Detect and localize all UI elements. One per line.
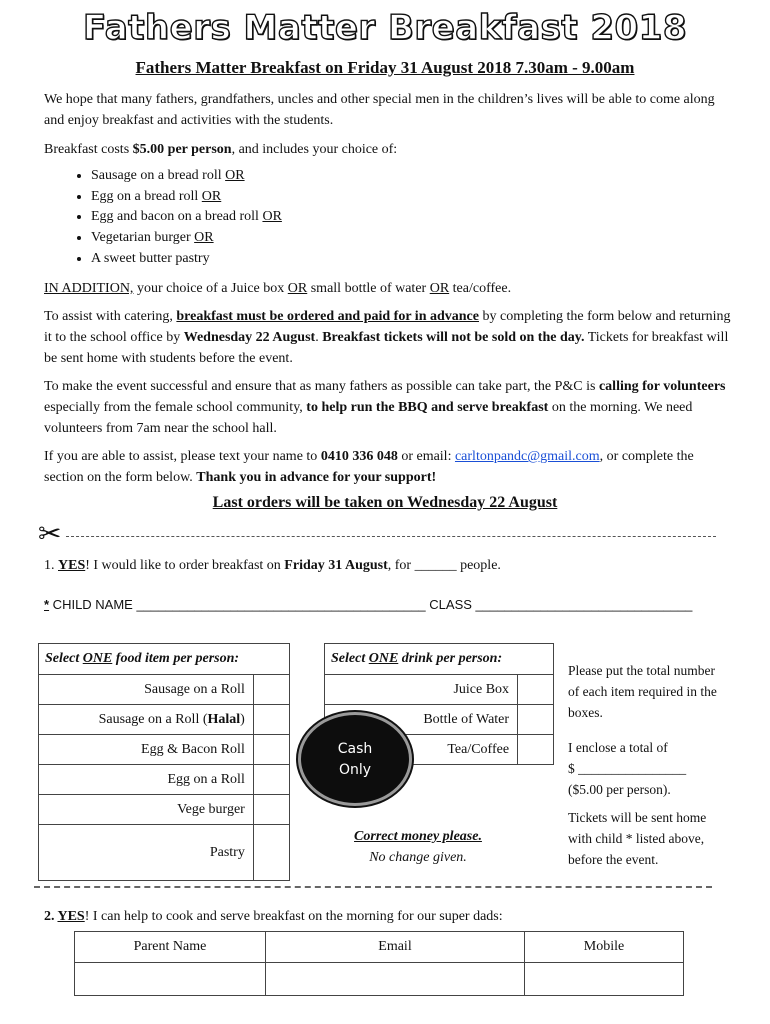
- menu-item-or: OR: [201, 188, 222, 204]
- food-item-label: Egg & Bacon Roll: [39, 735, 254, 765]
- enclose-label: I enclose a total of: [568, 740, 668, 755]
- food-item-label: Sausage on a Roll: [39, 675, 254, 705]
- menu-item-or: OR: [225, 168, 245, 183]
- drink-item-label: Bottle of Water: [325, 705, 518, 735]
- volunteers-text-2: especially from the female school community,: [44, 400, 307, 415]
- assist-text-1: If you are able to assist, please text your name to: [44, 449, 321, 464]
- scissors-icon: ✂: [38, 517, 62, 550]
- assist-email-link[interactable]: carltonpandc@gmail.com: [454, 449, 600, 464]
- catering-paragraph: [44, 306, 734, 369]
- addition-text-1: your choice of a Juice box: [133, 281, 288, 296]
- parent-name-field[interactable]: [75, 963, 266, 996]
- cash-badge-line2: Only: [338, 762, 372, 778]
- price-note: ($5.00 per person).: [568, 782, 671, 797]
- assist-phone: 0410 336 048: [320, 449, 398, 464]
- cash-badge-line1: Cash: [337, 741, 373, 757]
- list-item: [91, 207, 282, 228]
- cost-price: $5.00 per person: [132, 142, 232, 157]
- food-quantity-box[interactable]: [253, 795, 289, 825]
- cut-line-divider: [66, 536, 716, 537]
- page-title: Fathers Matter Breakfast 2018: [83, 8, 687, 48]
- volunteers-call: calling for volunteers: [598, 379, 726, 394]
- menu-item-text: Egg on a bread roll: [91, 188, 202, 204]
- mobile-field[interactable]: [525, 963, 684, 996]
- volunteer-table: [74, 931, 684, 996]
- food-quantity-box[interactable]: [253, 765, 289, 795]
- child-name-class-fields[interactable]: CHILD NAME ________________________________________ CLASS ______________________________: [49, 597, 693, 612]
- list-item: [91, 249, 282, 270]
- food-quantity-box[interactable]: [253, 675, 289, 705]
- tickets-note: Tickets will be sent home with child * listed above, before the event.: [568, 810, 707, 867]
- volunteer-col-email: Email: [266, 932, 525, 963]
- menu-item-or: OR: [194, 230, 214, 246]
- assist-paragraph: [44, 446, 734, 488]
- cash-only-badge: [298, 712, 412, 806]
- drink-quantity-box[interactable]: [518, 705, 554, 735]
- list-item: [91, 187, 282, 208]
- drink-quantity-box[interactable]: [518, 735, 554, 765]
- food-order-table: [38, 643, 290, 881]
- volunteer-yes: YES: [57, 909, 85, 924]
- food-table-header: Select ONE food item per person:: [39, 644, 290, 675]
- volunteer-col-mobile: Mobile: [525, 932, 684, 963]
- correct-money-line1: Correct money please.: [354, 829, 482, 844]
- cost-post: , and includes your choice of:: [231, 142, 398, 157]
- volunteers-text-1: To make the event successful and ensure that as many fathers as possible can take part, the P&C is: [44, 379, 599, 394]
- catering-deadline: Wednesday 22 August: [183, 330, 316, 345]
- volunteer-col-parent-name: Parent Name: [75, 932, 266, 963]
- drink-table-header: Select ONE drink per person:: [325, 644, 554, 675]
- list-item: [91, 228, 282, 249]
- menu-item-text: Egg and bacon on a bread roll: [91, 209, 263, 225]
- order-num: 1.: [44, 558, 58, 573]
- assist-thanks: Thank you in advance for your support!: [196, 470, 437, 485]
- cost-pre: Breakfast costs: [44, 142, 133, 157]
- addition-text-3: tea/coffee.: [449, 281, 512, 296]
- last-orders-heading: Last orders will be taken on Wednesday 22 August: [212, 494, 558, 511]
- order-line[interactable]: [44, 555, 734, 576]
- volunteers-paragraph: [44, 376, 734, 439]
- drink-item-label: Tea/Coffee: [325, 735, 518, 765]
- order-people-field[interactable]: , for ______ people.: [387, 558, 501, 573]
- correct-money-note: [302, 826, 534, 868]
- order-date: Friday 31 August: [284, 558, 388, 573]
- food-item-label: Sausage on a Roll (Halal): [39, 705, 254, 735]
- addition-paragraph: [44, 278, 734, 299]
- volunteers-text-3: on the morning. We need volunteers from 7am near the school hall.: [44, 400, 693, 436]
- menu-item-text: Vegetarian burger: [91, 230, 195, 246]
- food-item-label: Egg on a Roll: [39, 765, 254, 795]
- drink-item-label: Juice Box: [325, 675, 518, 705]
- volunteer-text: ! I can help to cook and serve breakfast on the morning for our super dads:: [84, 909, 503, 924]
- volunteers-bbq: to help run the BBQ and serve breakfast: [306, 400, 549, 415]
- menu-item-or: OR: [262, 209, 282, 225]
- correct-money-line2: No change given.: [369, 850, 467, 865]
- food-item-label: Pastry: [39, 825, 254, 881]
- event-subtitle: Fathers Matter Breakfast on Friday 31 August 2018 7.30am - 9.00am: [135, 58, 635, 77]
- catering-advance: breakfast must be ordered and paid for in advance: [176, 309, 479, 324]
- child-name-line[interactable]: [44, 594, 734, 615]
- addition-lead: IN ADDITION,: [44, 281, 134, 296]
- intro-paragraph: We hope that many fathers, grandfathers, uncles and other special men in the children’s lives will be able to come along and enjoy breakfast and activities with the students.: [44, 92, 715, 128]
- addition-text-2: small bottle of water: [307, 281, 430, 296]
- menu-item-text: Sausage on a bread roll: [91, 168, 226, 183]
- volunteer-line: [44, 906, 734, 927]
- volunteer-num: 2.: [44, 909, 58, 924]
- boxes-instruction: Please put the total number of each item required in the boxes.: [568, 663, 717, 720]
- drink-quantity-box[interactable]: [518, 675, 554, 705]
- assist-text-3: , or complete the section on the form below.: [44, 449, 694, 485]
- catering-text-2: by completing the form below and returning it to the school office by: [44, 309, 731, 345]
- food-quantity-box[interactable]: [253, 825, 289, 881]
- menu-list: [44, 166, 282, 270]
- list-item: [91, 166, 282, 187]
- catering-text-4: Tickets for breakfast will be sent home with students before the event.: [44, 330, 729, 366]
- addition-or-1: OR: [287, 281, 308, 296]
- section-divider: [34, 886, 712, 888]
- enclose-amount-field[interactable]: $ ________________: [568, 761, 687, 776]
- catering-text-1: To assist with catering,: [44, 309, 177, 324]
- menu-item-text: A sweet butter pastry: [91, 250, 210, 266]
- food-item-label: Vege burger: [39, 795, 254, 825]
- food-quantity-box[interactable]: [253, 705, 289, 735]
- cost-paragraph: [44, 139, 734, 160]
- food-quantity-box[interactable]: [253, 735, 289, 765]
- catering-text-3: .: [315, 330, 323, 345]
- order-yes: YES: [58, 558, 86, 573]
- catering-no-sale: Breakfast tickets will not be sold on the day.: [322, 330, 585, 345]
- addition-or-2: OR: [429, 281, 450, 296]
- assist-text-2: or email:: [397, 449, 455, 464]
- email-field[interactable]: [266, 963, 525, 996]
- child-star: *: [44, 597, 50, 612]
- order-text-1: ! I would like to order breakfast on: [85, 558, 285, 573]
